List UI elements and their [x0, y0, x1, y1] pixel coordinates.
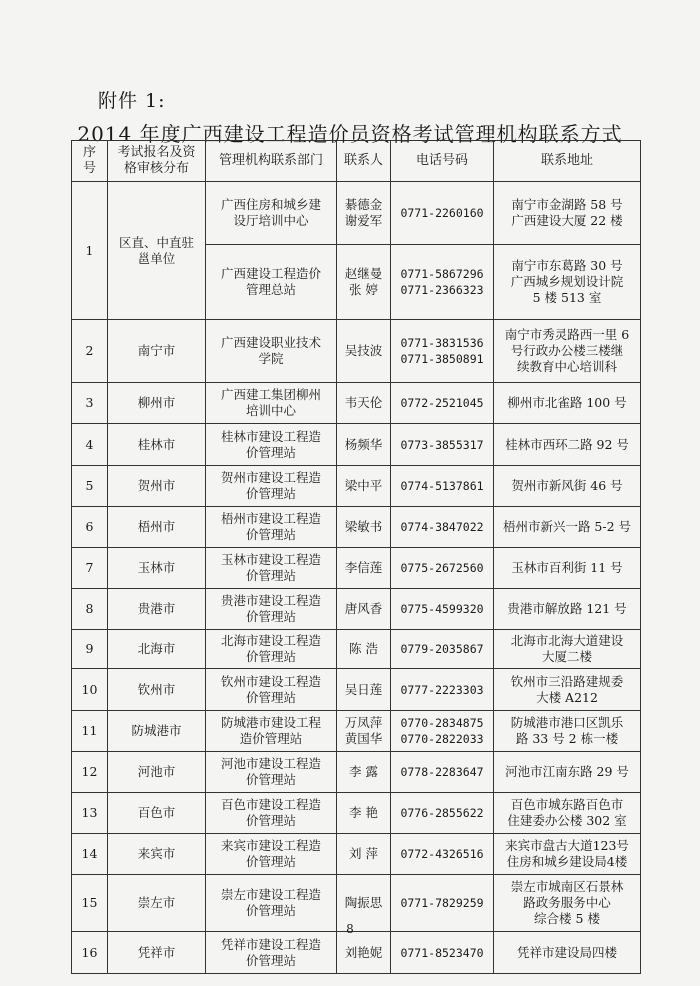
- phone-cell-line: 0770-2834875: [400, 716, 484, 730]
- contact-cell-line: 谢爱军: [344, 213, 383, 228]
- phone-cell: [391, 466, 494, 507]
- seq-number: 10: [81, 681, 98, 697]
- phone-cell: [391, 630, 494, 669]
- contact-cell-line: 綦德金: [344, 197, 383, 212]
- region-cell: [108, 182, 206, 320]
- dept-cell-line: 价管理站: [245, 772, 296, 787]
- header-row: [72, 141, 641, 182]
- header-line: 考试报名及资: [117, 145, 196, 160]
- address-cell-line: 梧州市新兴一路 5-2 号: [502, 519, 632, 534]
- contact-cell-line: 黄国华: [344, 731, 383, 746]
- contact-cell-line: 万凤萍: [344, 715, 383, 730]
- seq-cell: [72, 507, 108, 548]
- address-cell-line: 贵港市解放路 121 号: [507, 601, 627, 616]
- dept-cell-line: 设厅培训中心: [233, 213, 309, 228]
- address-cell: [494, 752, 641, 793]
- contact-cell-line: 刘艳妮: [344, 944, 383, 960]
- seq-number: 12: [81, 764, 98, 779]
- phone-cell: [391, 669, 494, 711]
- header-line: 号: [82, 161, 96, 176]
- seq-number: 15: [81, 895, 98, 910]
- dept-cell-line: 价管理站: [245, 903, 296, 918]
- address-cell-line: 广西城乡规划设计院: [510, 274, 624, 289]
- phone-cell: [391, 793, 494, 834]
- dept-cell-line: 钦州市建设工程造: [220, 673, 321, 689]
- seq-cell: [72, 589, 108, 630]
- table-row: [72, 383, 641, 424]
- region-cell-line: 贵港市: [137, 601, 176, 616]
- phone-cell-line: 0771-3850891: [400, 352, 484, 366]
- dept-cell-line: 防城港市建设工程: [220, 715, 321, 730]
- region-cell-line: 区直、中直驻: [118, 234, 194, 250]
- address-cell: [494, 466, 641, 507]
- seq-number: 3: [85, 395, 94, 410]
- dept-cell: [206, 711, 337, 752]
- header-line: 联系地址: [540, 153, 593, 168]
- phone-cell-line: 0772-2521045: [400, 396, 484, 410]
- contact-cell: [337, 424, 391, 466]
- address-cell: [494, 711, 641, 752]
- phone-cell: [391, 507, 494, 548]
- contact-cell: [337, 589, 391, 630]
- dept-cell-line: 贵港市建设工程造: [220, 593, 321, 608]
- table-row: [72, 711, 641, 752]
- contact-cell: [337, 669, 391, 711]
- header-dept: [206, 141, 337, 182]
- dept-cell: [206, 834, 337, 875]
- region-cell-line: 来宾市: [137, 846, 176, 861]
- region-cell: [108, 466, 206, 507]
- region-cell-line: 防城港市: [131, 723, 182, 738]
- phone-cell: [391, 245, 494, 320]
- phone-cell: [391, 548, 494, 589]
- phone-cell: [391, 932, 494, 974]
- seq-cell: [72, 630, 108, 669]
- address-cell-line: 来宾市盘古大道123号: [505, 838, 629, 853]
- table-row: [72, 182, 641, 245]
- contact-cell: [337, 182, 391, 245]
- header-line: 管理机构联系部门: [218, 153, 323, 168]
- dept-cell: [206, 424, 337, 466]
- contact-cell-line: 吴日莲: [344, 681, 383, 697]
- region-cell-line: 柳州市: [137, 395, 176, 410]
- address-cell: [494, 793, 641, 834]
- dept-cell-line: 贺州市建设工程造: [220, 470, 321, 485]
- contact-cell: [337, 466, 391, 507]
- dept-cell-line: 广西住房和城乡建: [220, 197, 321, 212]
- phone-cell-line: 0771-8523470: [400, 945, 484, 960]
- contact-cell: [337, 383, 391, 424]
- table-row: [72, 507, 641, 548]
- address-cell-line: 崇左市城南区石景林: [510, 879, 624, 894]
- table-row: [72, 466, 641, 507]
- dept-cell: [206, 752, 337, 793]
- dept-cell-line: 桂林市建设工程造: [220, 428, 321, 444]
- phone-cell-line: 0774-3847022: [400, 520, 484, 534]
- contact-cell: [337, 245, 391, 320]
- dept-cell: [206, 589, 337, 630]
- address-cell-line: 南宁市东葛路 30 号: [511, 258, 623, 273]
- address-cell: [494, 630, 641, 669]
- dept-cell-line: 培训中心: [245, 403, 296, 418]
- table-row: [72, 630, 641, 669]
- dept-cell-line: 玉林市建设工程造: [220, 552, 321, 567]
- region-cell-line: 玉林市: [137, 560, 176, 575]
- region-cell-line: 贺州市: [137, 478, 176, 493]
- dept-cell-line: 价管理站: [245, 689, 296, 705]
- region-cell: [108, 711, 206, 752]
- dept-cell-line: 广西建设职业技术: [220, 335, 321, 350]
- region-cell: [108, 752, 206, 793]
- contact-cell: [337, 752, 391, 793]
- contact-cell: [337, 548, 391, 589]
- region-cell: [108, 932, 206, 974]
- phone-cell-line: 0773-3855317: [400, 437, 484, 452]
- contact-cell-line: 陈 浩: [349, 641, 378, 656]
- seq-number: 13: [81, 805, 98, 820]
- address-cell: [494, 507, 641, 548]
- dept-cell-line: 价管理站: [245, 444, 296, 460]
- table-row: [72, 589, 641, 630]
- region-cell-line: 梧州市: [137, 519, 176, 534]
- contact-cell-line: 梁敏书: [344, 519, 383, 534]
- address-cell-line: 玉林市百利街 11 号: [511, 560, 623, 575]
- table-row: [72, 793, 641, 834]
- seq-number: 8: [85, 601, 94, 616]
- header-region: [108, 141, 206, 182]
- contact-cell-line: 唐风香: [344, 601, 383, 616]
- address-cell-line: 路 33 号 2 栋一楼: [515, 731, 619, 746]
- header-contact: [337, 141, 391, 182]
- seq-number: 4: [85, 436, 94, 452]
- contact-cell-line: 陶振思: [344, 895, 383, 910]
- address-cell-line: 住房和城乡建设局4楼: [506, 854, 628, 869]
- seq-cell: [72, 182, 108, 320]
- region-cell-line: 邕单位: [137, 250, 176, 266]
- dept-cell: [206, 320, 337, 383]
- region-cell: [108, 834, 206, 875]
- seq-number: 9: [85, 641, 94, 656]
- address-cell: [494, 548, 641, 589]
- region-cell: [108, 424, 206, 466]
- table-row: [72, 424, 641, 466]
- phone-cell-line: 0771-2260160: [400, 206, 484, 220]
- address-cell: [494, 834, 641, 875]
- dept-cell-line: 价管理站: [245, 609, 296, 624]
- contact-cell: [337, 793, 391, 834]
- region-cell-line: 百色市: [137, 805, 176, 820]
- seq-number: 1: [85, 242, 94, 258]
- dept-cell: [206, 669, 337, 711]
- region-cell-line: 南宁市: [137, 343, 176, 358]
- dept-cell-line: 广西建设工程造价: [220, 266, 321, 281]
- region-cell-line: 崇左市: [137, 895, 176, 910]
- phone-cell-line: 0771-3831536: [400, 336, 484, 350]
- address-cell-line: 路政务服务中心: [523, 895, 611, 910]
- address-cell-line: 北海市北海大道建设: [510, 633, 624, 648]
- address-cell: [494, 932, 641, 974]
- dept-cell-line: 河池市建设工程造: [220, 756, 321, 771]
- region-cell: [108, 630, 206, 669]
- dept-cell: [206, 630, 337, 669]
- table-row: [72, 669, 641, 711]
- table-body: [72, 182, 641, 974]
- phone-cell-line: 0771-2366323: [400, 283, 484, 297]
- dept-cell-line: 价管理站: [245, 486, 296, 501]
- region-cell-line: 河池市: [137, 764, 176, 779]
- address-cell-line: 南宁市金湖路 58 号: [511, 197, 623, 212]
- seq-cell: [72, 834, 108, 875]
- region-cell: [108, 383, 206, 424]
- dept-cell-line: 梧州市建设工程造: [220, 511, 321, 526]
- phone-cell: [391, 383, 494, 424]
- dept-cell-line: 价管理站: [245, 813, 296, 828]
- region-cell: [108, 320, 206, 383]
- address-cell-line: 5 楼 513 室: [532, 290, 602, 305]
- attachment-label: 附件 1:: [98, 90, 166, 112]
- phone-cell: [391, 589, 494, 630]
- address-cell: [494, 424, 641, 466]
- dept-cell-line: 广西建工集团柳州: [220, 387, 321, 402]
- seq-cell: [72, 383, 108, 424]
- region-cell-line: 北海市: [137, 641, 176, 656]
- contact-cell-line: 韦天伦: [344, 395, 383, 410]
- seq-number: 5: [85, 478, 94, 493]
- dept-cell-line: 崇左市建设工程造: [220, 887, 321, 902]
- dept-cell-line: 造价管理站: [239, 731, 303, 746]
- phone-cell-line: 0775-2672560: [400, 561, 484, 575]
- contact-cell-line: 李 露: [349, 764, 378, 779]
- region-cell: [108, 793, 206, 834]
- contact-cell-line: 赵继曼: [344, 266, 383, 281]
- contact-cell-line: 梁中平: [344, 478, 383, 493]
- seq-number: 6: [85, 519, 94, 534]
- address-cell-line: 号行政办公楼三楼继: [510, 343, 624, 358]
- dept-cell-line: 价管理站: [245, 952, 296, 968]
- header-line: 联系人: [343, 153, 383, 168]
- seq-cell: [72, 711, 108, 752]
- region-cell-line: 钦州市: [137, 681, 176, 697]
- header-seq: [72, 141, 108, 182]
- address-cell-line: 柳州市北雀路 100 号: [507, 395, 627, 410]
- address-cell-line: 贺州市新风街 46 号: [511, 478, 623, 493]
- seq-cell: [72, 752, 108, 793]
- contact-cell: [337, 507, 391, 548]
- contact-cell-line: 李 艳: [349, 805, 378, 820]
- dept-cell-line: 学院: [258, 351, 284, 366]
- seq-cell: [72, 932, 108, 974]
- header-phone: [391, 141, 494, 182]
- contact-cell: [337, 932, 391, 974]
- phone-cell: [391, 752, 494, 793]
- contact-cell-line: 李信莲: [344, 560, 383, 575]
- table-row: [72, 548, 641, 589]
- dept-cell: [206, 507, 337, 548]
- seq-number: 7: [85, 560, 94, 575]
- address-cell: [494, 182, 641, 245]
- dept-cell: [206, 466, 337, 507]
- address-cell: [494, 245, 641, 320]
- table-row: [72, 834, 641, 875]
- dept-cell: [206, 182, 337, 245]
- phone-cell-line: 0775-4599320: [400, 602, 484, 616]
- address-cell-line: 住建委办公楼 302 室: [507, 813, 627, 828]
- dept-cell: [206, 245, 337, 320]
- dept-cell-line: 管理总站: [245, 282, 296, 297]
- address-cell-line: 钦州市三沿路建规委: [510, 673, 624, 689]
- contact-cell: [337, 834, 391, 875]
- address-cell-line: 综合楼 5 楼: [534, 911, 600, 926]
- phone-cell: [391, 424, 494, 466]
- phone-cell: [391, 182, 494, 245]
- address-cell-line: 桂林市西环二路 92 号: [505, 436, 629, 452]
- phone-cell-line: 0770-2822033: [400, 732, 484, 746]
- header-line: 电话号码: [415, 153, 468, 168]
- contact-cell-line: 刘 萍: [349, 846, 378, 861]
- phone-cell-line: 0776-2855622: [400, 806, 484, 820]
- dept-cell-line: 价管理站: [245, 568, 296, 583]
- phone-cell-line: 0777-2223303: [400, 682, 484, 697]
- address-cell-line: 大楼 A212: [536, 689, 598, 705]
- address-cell-line: 凭祥市建设局四楼: [516, 944, 617, 960]
- contact-cell: [337, 320, 391, 383]
- document-title: 2014 年度广西建设工程造价员资格考试管理机构联系方式: [77, 122, 623, 146]
- dept-cell: [206, 932, 337, 974]
- region-cell: [108, 548, 206, 589]
- seq-number: 11: [81, 723, 98, 738]
- phone-cell-line: 0774-5137861: [400, 479, 484, 493]
- header-line: 格审核分布: [123, 161, 189, 176]
- region-cell: [108, 669, 206, 711]
- seq-number: 16: [81, 944, 98, 960]
- phone-cell-line: 0772-4326516: [400, 847, 484, 861]
- region-cell: [108, 507, 206, 548]
- table-header: [72, 141, 641, 182]
- dept-cell-line: 来宾市建设工程造: [220, 838, 321, 853]
- address-cell-line: 续教育中心培训科: [516, 359, 617, 374]
- address-cell-line: 河池市江南东路 29 号: [505, 764, 629, 779]
- address-cell-line: 大厦二楼: [541, 649, 592, 664]
- seq-number: 14: [81, 846, 98, 861]
- address-cell-line: 百色市城东路百色市: [510, 797, 624, 812]
- address-cell-line: 南宁市秀灵路西一里 6: [504, 327, 630, 342]
- dept-cell-line: 价管理站: [245, 649, 296, 664]
- seq-cell: [72, 320, 108, 383]
- seq-number: 2: [85, 343, 94, 358]
- region-cell-line: 凭祥市: [137, 944, 176, 960]
- contact-cell-line: 吴技波: [344, 343, 383, 358]
- address-cell: [494, 669, 641, 711]
- phone-cell-line: 0778-2283647: [400, 765, 484, 779]
- dept-cell: [206, 548, 337, 589]
- phone-cell-line: 0771-5867296: [400, 267, 484, 281]
- dept-cell: [206, 793, 337, 834]
- seq-cell: [72, 466, 108, 507]
- phone-cell: [391, 711, 494, 752]
- phone-cell: [391, 320, 494, 383]
- table-row: [72, 752, 641, 793]
- table-row: [72, 932, 641, 974]
- region-cell-line: 桂林市: [137, 436, 176, 452]
- seq-cell: [72, 424, 108, 466]
- phone-cell-line: 0771-7829259: [400, 896, 484, 910]
- address-cell: [494, 383, 641, 424]
- page-number: 8: [346, 922, 354, 936]
- seq-cell: [72, 548, 108, 589]
- header-line: 序: [82, 145, 96, 160]
- address-cell-line: 防城港市港口区凯乐: [510, 715, 624, 730]
- phone-cell-line: 0779-2035867: [400, 642, 484, 656]
- region-cell: [108, 589, 206, 630]
- contact-cell: [337, 711, 391, 752]
- dept-cell-line: 价管理站: [245, 854, 296, 869]
- dept-cell-line: 凭祥市建设工程造: [220, 936, 321, 952]
- header-address: [494, 141, 641, 182]
- contact-cell-line: 张 婷: [349, 282, 378, 297]
- dept-cell-line: 价管理站: [245, 527, 296, 542]
- dept-cell-line: 百色市建设工程造: [220, 797, 321, 812]
- phone-cell: [391, 834, 494, 875]
- contact-cell-line: 杨频华: [344, 436, 383, 452]
- contacts-table: [71, 140, 641, 974]
- address-cell: [494, 320, 641, 383]
- address-cell: [494, 589, 641, 630]
- address-cell-line: 广西建设大厦 22 楼: [511, 213, 623, 228]
- dept-cell-line: 北海市建设工程造: [220, 633, 321, 648]
- seq-cell: [72, 793, 108, 834]
- table-row: [72, 320, 641, 383]
- contact-cell: [337, 630, 391, 669]
- dept-cell: [206, 383, 337, 424]
- seq-cell: [72, 669, 108, 711]
